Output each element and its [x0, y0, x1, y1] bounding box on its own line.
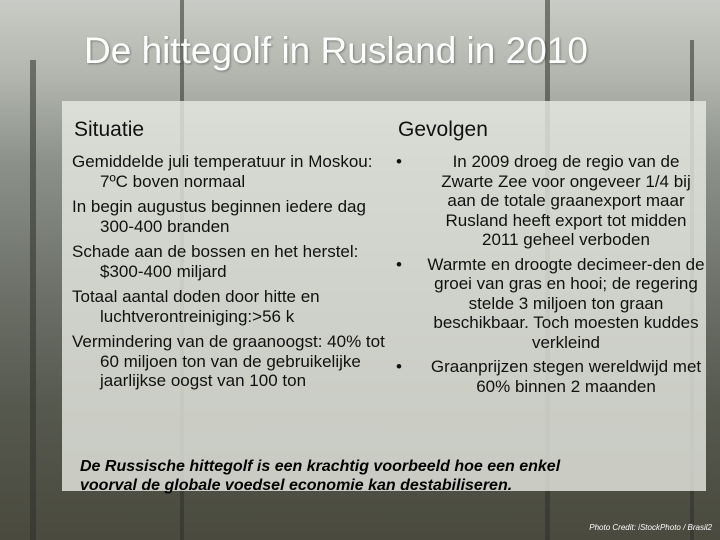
situatie-item: Totaal aantal doden door hitte en luchtverontreiniging:>56 k	[72, 287, 320, 326]
gevolgen-heading: Gevolgen	[398, 118, 488, 141]
conclusion-line: De Russische hittegolf is een krachtig voorbeeld hoe een enkel	[80, 458, 561, 475]
gevolgen-item-text: Warmte en droogte decimeer-den de groei van gras en hooi; de regering stelde 3 miljoen ton graan beschikbaar. Toch moesten kuddes verkleind	[427, 254, 705, 352]
bullet-icon: •	[396, 152, 402, 171]
gevolgen-item	[394, 255, 706, 353]
bullet-icon: •	[396, 254, 402, 274]
photo-credit: Photo Credit: iStockPhoto / Brasil2	[589, 523, 712, 532]
bullet-icon: •	[396, 357, 402, 376]
gevolgen-item-text: In 2009 droeg de regio van de Zwarte Zee voor ongeveer 1/4 bij aan de totale graanexport maar Rusland heeft export tot midden 2011 geheel verboden	[441, 152, 691, 249]
tree-trunk	[30, 60, 36, 540]
slide-title: De hittegolf in Rusland in 2010	[84, 30, 588, 71]
gevolgen-item	[394, 152, 706, 250]
gevolgen-list	[394, 152, 706, 401]
gevolgen-item	[394, 357, 706, 396]
conclusion-text	[80, 457, 700, 495]
situatie-item: Schade aan de bossen en het herstel: $300-400 miljard	[72, 242, 359, 281]
gevolgen-item-text: Graanprijzen stegen wereldwijd met 60% binnen 2 maanden	[430, 357, 702, 396]
situatie-item: Vermindering van de graanoogst: 40% tot 60 miljoen ton van de gebruikelijke jaarlijkse oogst van 100 ton	[72, 332, 385, 390]
situatie-heading: Situatie	[74, 118, 145, 141]
situatie-item: In begin augustus beginnen iedere dag 300-400 branden	[72, 197, 366, 236]
title-area	[0, 0, 720, 96]
situatie-item: Gemiddelde juli temperatuur in Moskou: 7ºC boven normaal	[72, 152, 373, 191]
conclusion-line: voorval de globale voedsel economie kan destabiliseren.	[80, 477, 513, 494]
situatie-list	[72, 152, 392, 397]
